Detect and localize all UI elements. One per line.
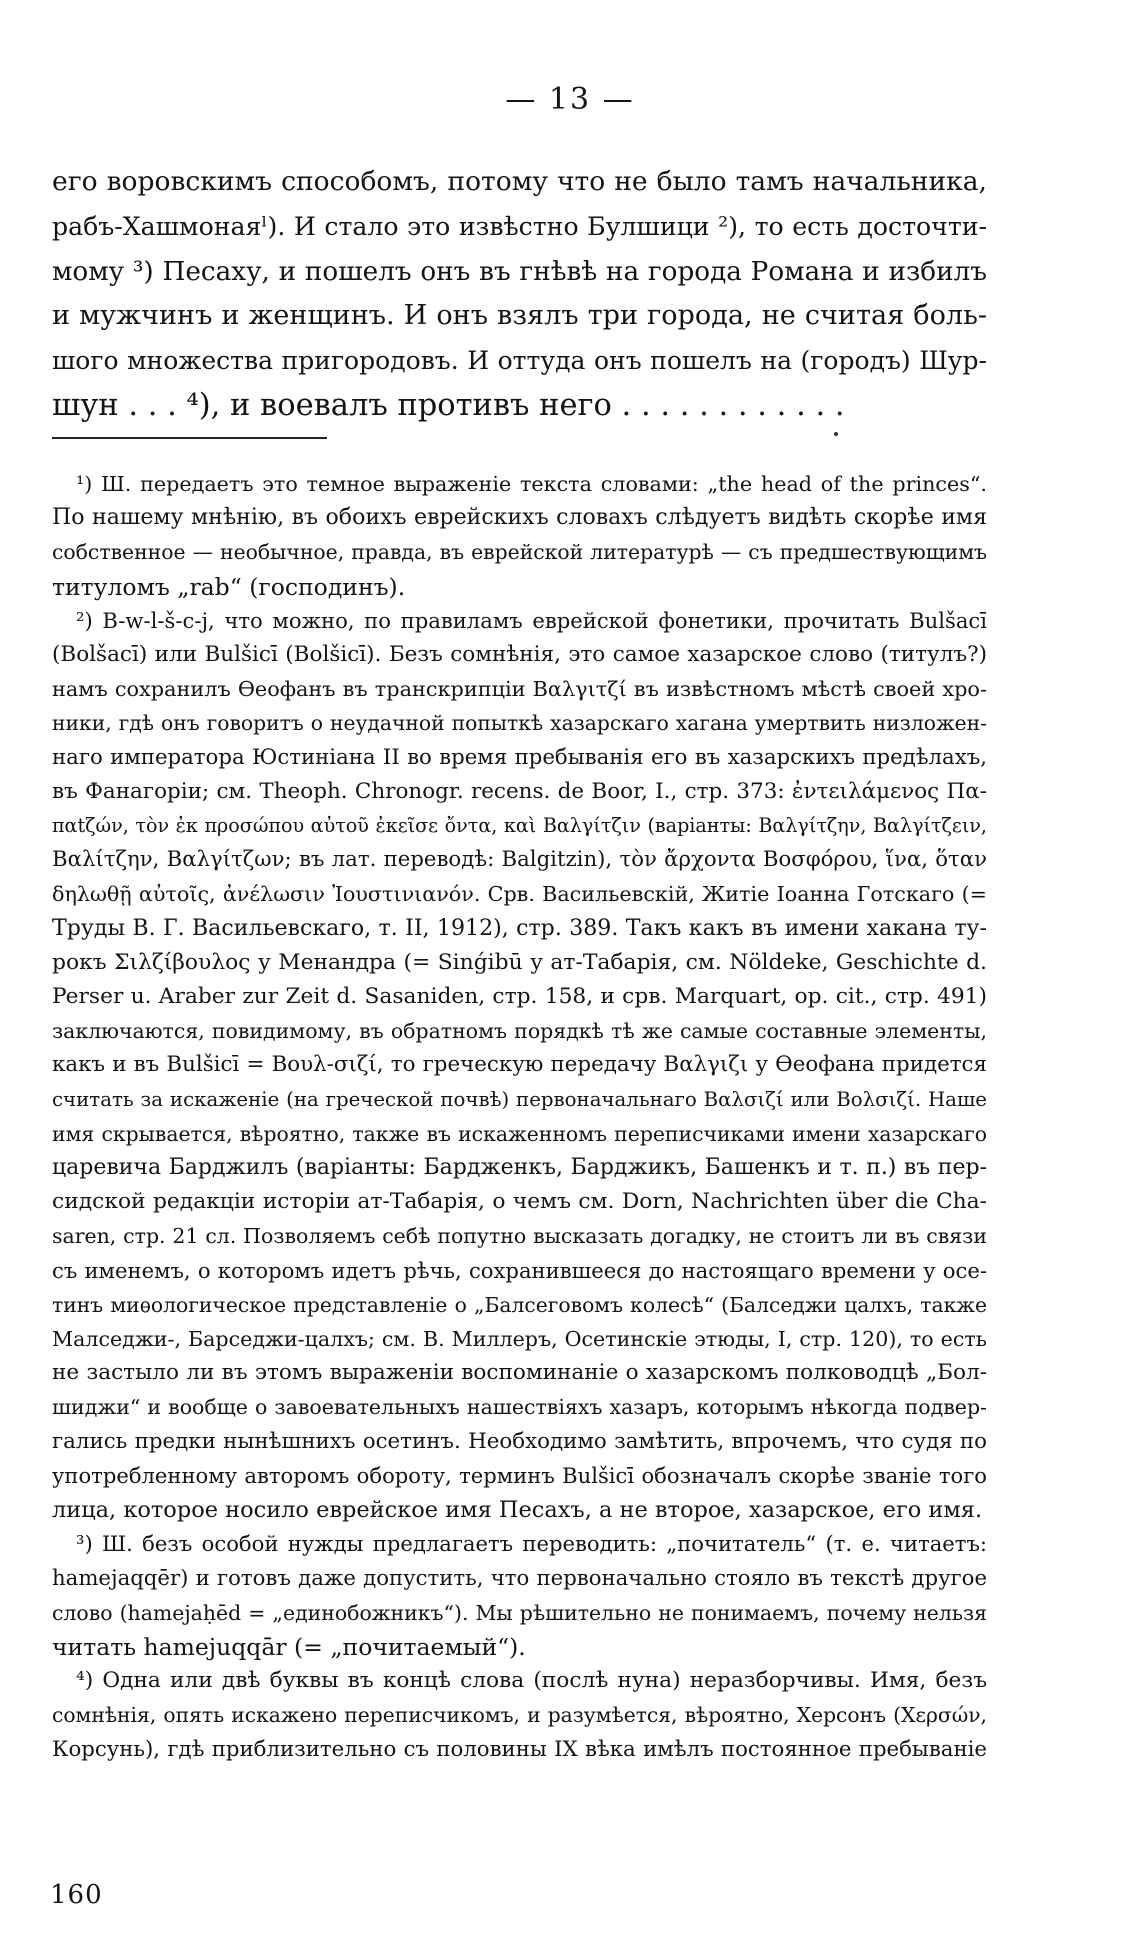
main-text-block xyxy=(52,160,987,429)
footnote-line: титуломъ „rab“ (господинъ). xyxy=(52,572,406,601)
footnote-line: тинъ миѳологическое представленіе о „Балсеговомъ колесѣ“ (Балседжи цалхъ, также xyxy=(52,1292,987,1317)
main-line: и мужчинъ и женщинъ. И онъ взялъ три города, не считая боль- xyxy=(52,300,987,332)
footnote-line: По нашему мнѣнію, въ обоихъ еврейскихъ словахъ слѣдуетъ видѣть скорѣе имя xyxy=(52,505,987,531)
footnote-line: въ Фанагоріи; см. Theoph. Chronogr. recens. de Boor, I., стр. 373: ἐντειλάμενος Πα- xyxy=(52,778,987,804)
stray-dot-mark xyxy=(834,432,838,436)
footnote-line: слово (hamejaḥēd = „единобожникъ“). Мы рѣшительно не понимаемъ, почему нельзя xyxy=(52,1600,987,1625)
footnote-line: имя скрывается, вѣроятно, также въ искаженномъ переписчиками имени хазарскаго xyxy=(52,1121,987,1146)
footnote-line: наго императора Юстиніана II во время пребыванія его въ хазарскихъ предѣлахъ, xyxy=(52,744,987,770)
footnote-line: шиджи“ и вообще о завоевательныхъ нашествіяхъ хазаръ, которымъ нѣкогда подвер- xyxy=(52,1395,987,1420)
footnote-line: не застыло ли въ этомъ выраженіи воспоминаніе о хазарскомъ полководцѣ „Бол- xyxy=(52,1360,987,1386)
main-line: шого множества пригородовъ. И оттуда онъ пошелъ на (городъ) Шур- xyxy=(52,346,987,376)
footnote-line: заключаются, повидимому, въ обратномъ порядкѣ тѣ же самые составные элементы, xyxy=(52,1019,987,1044)
footnote-line: лица, которое носило еврейское имя Песахъ, а не второе, хазарское, его имя. xyxy=(52,1497,983,1524)
footnote-line: παtζών, τὸν ἐκ προσώπου αὐτοῦ ἐκεῖσε ὄντα, καὶ Βαλγίτζιν (варіанты: Βαλγίτζην, Βαλγίτζειν, xyxy=(52,814,987,838)
footnote-line: употребленному авторомъ обороту, терминъ Bulšicī обозначалъ скорѣе званіе того xyxy=(52,1462,987,1488)
footnote-line: намъ сохранилъ Ѳеофанъ въ транскрипціи Βαλγιτζί въ извѣстномъ мѣстѣ своей хро- xyxy=(52,677,987,702)
footnote-line: ³) Ш. безъ особой нужды предлагаетъ переводить: „почитатель“ (т. е. читаетъ: xyxy=(76,1531,987,1557)
footnote-line: собственное — необычное, правда, въ еврейской литературѣ — съ предшествующимъ xyxy=(52,540,987,565)
footnote-separator-rule xyxy=(52,437,327,439)
footnote-line: Малседжи-, Барседжи-цалхъ; см. В. Миллеръ, Осетинскіе этюды, I, стр. 120), то есть xyxy=(52,1327,987,1352)
footnote-line: ⁴) Одна или двѣ буквы въ концѣ слова (послѣ нуна) неразборчивы. Имя, безъ xyxy=(76,1668,987,1694)
footnote-line: Корсунь), гдѣ приблизительно съ половины IX вѣка имѣлъ постоянное пребываніе xyxy=(52,1736,987,1762)
footnote-line: hamejaqqēr) и готовъ даже допустить, что первоначально стояло въ текстѣ другое xyxy=(52,1565,987,1591)
footnote-line: ники, гдѣ онъ говоритъ о неудачной попыткѣ хазарскаго хагана умертвить низложен- xyxy=(52,711,987,736)
footnote-line: saren, стр. 21 сл. Позволяемъ себѣ попутно высказать догадку, не стоитъ ли въ связи xyxy=(52,1224,987,1249)
footnote-line: ¹) Ш. передаетъ это темное выраженіе текста словами: „the head of the princes“. xyxy=(76,472,987,496)
main-line: мому ³) Песаху, и пошелъ онъ въ гнѣвѣ на города Романа и избилъ xyxy=(52,256,987,287)
page-number: — 13 — xyxy=(505,82,635,117)
footnote-line: сидской редакціи исторіи ат-Табарія, о чемъ см. Dorn, Nachrichten über die Cha- xyxy=(52,1189,987,1215)
footnote-line: царевича Барджилъ (варіанты: Бардженкъ, Барджикъ, Башенкъ и т. п.) въ пер- xyxy=(52,1155,987,1181)
footnote-line: считать за искаженіе (на греческой почвѣ) первоначальнаго Βαλσιζί или Βολσιζί. Наше xyxy=(52,1087,987,1111)
main-line: шун . . . ⁴), и воевалъ противъ него . . . . . . . . . . . . xyxy=(52,387,845,423)
footnote-line: сомнѣнія, опять искажено переписчикомъ, и разумѣется, вѣроятно, Херсонъ (Χερσών, xyxy=(52,1703,987,1728)
footnote-line: съ именемъ, о которомъ идетъ рѣчь, сохранившееся до настоящаго времени у осе- xyxy=(52,1257,987,1283)
footnote-line: Труды В. Г. Васильевскаго, т. II, 1912), стр. 389. Такъ какъ въ имени хакана ту- xyxy=(52,915,987,941)
footnote-line: Βαλίτζην, Βαλγίτζων; въ лат. переводѣ: Balgitzin), τὸν ἄρχοντα Βοσφόρου, ἵνα, ὅταν xyxy=(52,847,987,873)
footnote-line: какъ и въ Bulšicī = Βουλ-σιζί, то греческую передачу Βαλγιζι у Ѳеофана придется xyxy=(52,1052,987,1078)
footnote-line: Perser u. Araber zur Zeit d. Sasaniden, стр. 158, и срв. Marquart, op. cit., стр. 491) xyxy=(52,984,987,1010)
footnote-line: гались предки нынѣшнихъ осетинъ. Необходимо замѣтить, впрочемъ, что судя по xyxy=(52,1428,987,1454)
footnote-line: (Bolšacī) или Bulšicī (Bolšicī). Безъ сомнѣнія, это самое хазарское слово (титулъ?) xyxy=(52,642,987,668)
signature-mark: 160 xyxy=(50,1880,103,1910)
footnote-line: δηλωθῇ αὐτοῖς, ἀνέλωσιν Ἰουστινιανόν. Срв. Васильевскій, Житіе Іоанна Готскаго (= xyxy=(52,882,987,907)
footnotes-block xyxy=(52,467,987,1767)
footnote-line: рокъ Σιλζίβουλος у Менандра (= Sinǵibū у ат-Табарія, см. Nöldeke, Geschichte d. xyxy=(52,949,987,975)
footnote-line: ²) B-w-l-š-c-j, что можно, по правиламъ еврейской фонетики, прочитать Bulšacī xyxy=(76,607,987,633)
footnote-line: читать hamejuqqār (= „почитаемый“). xyxy=(52,1632,526,1661)
main-line: его воровскимъ способомъ, потому что не было тамъ начальника, xyxy=(52,166,987,197)
main-line: рабъ-Хашмонаяˡ). И стало это извѣстно Булшици ²), то есть досточти- xyxy=(52,211,987,241)
